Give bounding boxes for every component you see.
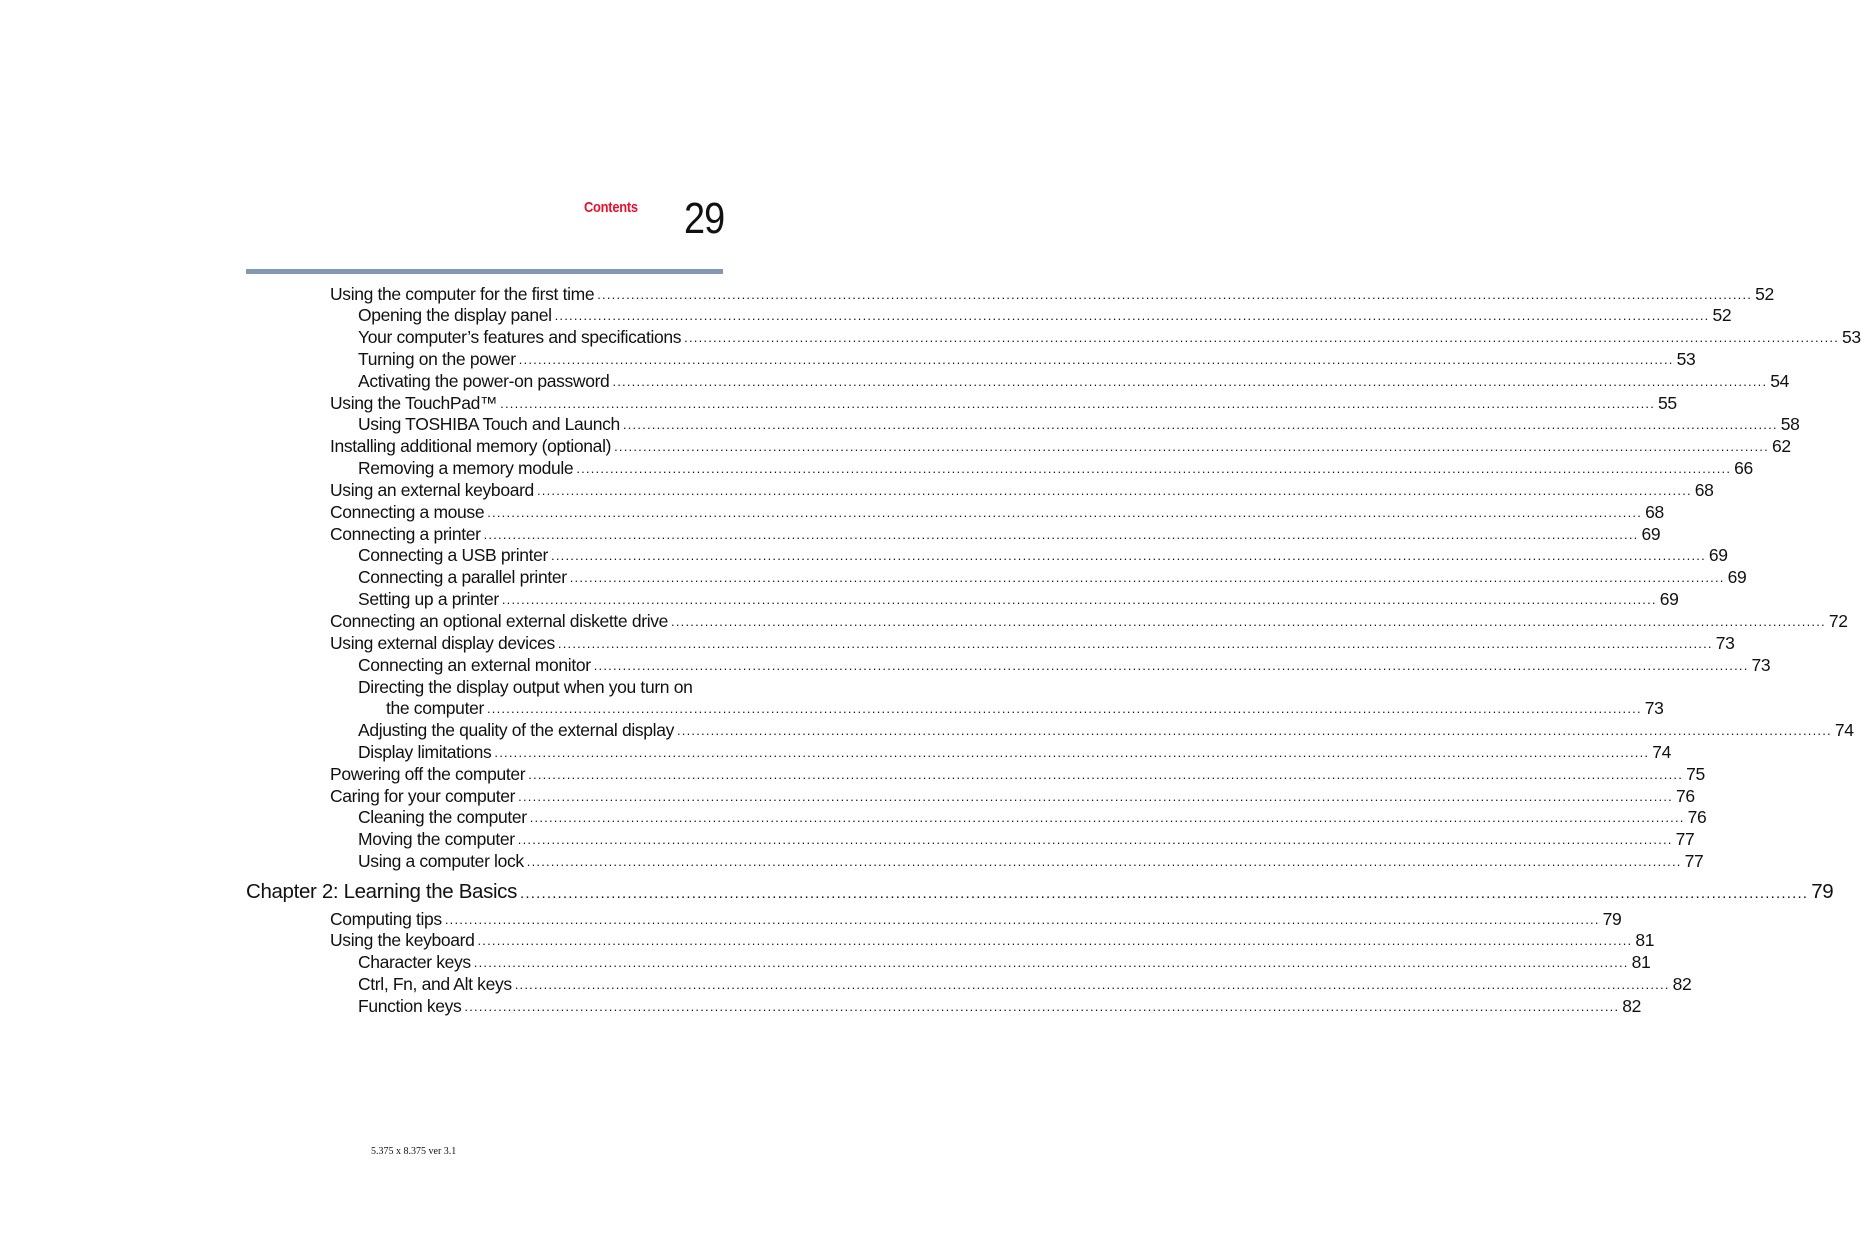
dot-leader: ................................................................................................................................................................................................................................................: [676, 723, 1832, 738]
toc-page-number: 66: [1734, 458, 1753, 478]
toc-page-number: 77: [1675, 829, 1695, 849]
toc-entry-text: Directing the display output when you turn on: [358, 677, 693, 697]
toc-entry-text: Activating the power-on password: [358, 371, 610, 391]
toc-entry[interactable]: [358, 588, 1679, 610]
toc-page-number: 69: [1641, 524, 1661, 544]
toc-entry-text-continued: the computer: [386, 698, 484, 718]
dot-leader: ................................................................................................................................................................................................................................................: [518, 352, 1674, 367]
toc-entry[interactable]: [330, 908, 1622, 930]
toc-page-number: 82: [1672, 974, 1692, 994]
toc-page-number: 68: [1694, 480, 1714, 500]
toc-entry-text: Using TOSHIBA Touch and Launch: [358, 414, 620, 434]
toc-page-number: 53: [1842, 327, 1861, 347]
dot-leader: ................................................................................................................................................................................................................................................: [519, 885, 1809, 902]
toc-entry-text: Using the TouchPad™: [330, 393, 498, 413]
toc-entry-text: Your computer’s features and specifications: [358, 327, 682, 347]
toc-entry[interactable]: [358, 566, 1747, 588]
toc-page-number: 73: [1644, 698, 1664, 718]
dot-leader: ................................................................................................................................................................................................................................................: [593, 658, 1749, 673]
toc-entry-text: Function keys: [358, 996, 462, 1016]
toc-page-number: 72: [1828, 611, 1848, 631]
dot-leader: ................................................................................................................................................................................................................................................: [444, 912, 1600, 927]
toc-entry[interactable]: [358, 654, 1771, 676]
dot-leader: ................................................................................................................................................................................................................................................: [622, 417, 1778, 432]
toc-entry[interactable]: [330, 501, 1664, 523]
toc-entry[interactable]: [330, 283, 1774, 305]
dot-leader: ................................................................................................................................................................................................................................................: [526, 854, 1682, 869]
toc-page-number: 69: [1708, 545, 1728, 565]
dot-leader: ................................................................................................................................................................................................................................................: [487, 505, 1643, 520]
dot-leader: ................................................................................................................................................................................................................................................: [529, 810, 1685, 825]
toc-entry[interactable]: [358, 741, 1672, 763]
toc-entry-text: Using a computer lock: [358, 851, 524, 871]
dot-leader: ................................................................................................................................................................................................................................................: [500, 396, 1656, 411]
dot-leader: ................................................................................................................................................................................................................................................: [551, 548, 1706, 563]
dot-leader: ................................................................................................................................................................................................................................................: [517, 832, 1673, 847]
toc-entry-text: Using the computer for the first time: [330, 284, 595, 304]
toc-entry[interactable]: [330, 632, 1735, 654]
toc-entry-text: Caring for your computer: [330, 786, 516, 806]
toc-entry[interactable]: [330, 523, 1661, 545]
toc-entry-text: Ctrl, Fn, and Alt keys: [358, 974, 512, 994]
toc-page-number: 69: [1659, 589, 1679, 609]
toc-entry-text: Display limitations: [358, 742, 492, 762]
toc-entry[interactable]: [358, 850, 1704, 872]
dot-leader: ................................................................................................................................................................................................................................................: [501, 592, 1657, 607]
page-number: 29: [684, 194, 725, 243]
toc-entry[interactable]: [330, 392, 1677, 414]
toc-entry[interactable]: [358, 413, 1800, 435]
toc-entry[interactable]: [358, 544, 1728, 566]
dot-leader: ................................................................................................................................................................................................................................................: [597, 287, 1753, 302]
toc-entry-text: Using external display devices: [330, 633, 555, 653]
toc-entry[interactable]: [358, 806, 1707, 828]
toc-page-number: 52: [1712, 305, 1732, 325]
section-label: Contents: [584, 199, 638, 216]
dot-leader: ................................................................................................................................................................................................................................................: [486, 701, 1642, 716]
toc-page-number: 54: [1770, 371, 1790, 391]
dot-leader: ................................................................................................................................................................................................................................................: [514, 977, 1670, 992]
toc-entry[interactable]: [330, 929, 1655, 951]
toc-entry-text: Connecting a USB printer: [358, 545, 549, 565]
toc-page-number: 75: [1686, 764, 1705, 784]
dot-leader: ................................................................................................................................................................................................................................................: [554, 308, 1710, 323]
toc-entry[interactable]: [358, 304, 1732, 326]
toc-page-number: 76: [1687, 807, 1707, 827]
toc-page-number: 79: [1811, 880, 1834, 903]
toc-entry-text: Computing tips: [330, 909, 442, 929]
dot-leader: ................................................................................................................................................................................................................................................: [518, 789, 1673, 804]
toc-page-number: 76: [1676, 786, 1695, 806]
toc-entry[interactable]: [358, 995, 1642, 1017]
toc-page-number: 73: [1715, 633, 1735, 653]
toc-entry[interactable]: [330, 435, 1791, 457]
toc-page-number: 58: [1780, 414, 1800, 434]
dot-leader: ................................................................................................................................................................................................................................................: [576, 461, 1732, 476]
toc-entry[interactable]: [358, 951, 1651, 973]
toc-page-number: 77: [1684, 851, 1704, 871]
toc-page-number: 62: [1771, 436, 1791, 456]
dot-leader: ................................................................................................................................................................................................................................................: [557, 636, 1713, 651]
toc-page-number: 55: [1658, 393, 1677, 413]
toc-entry-text: Turning on the power: [358, 349, 516, 369]
toc-entry[interactable]: [358, 370, 1790, 392]
toc-page-number: 73: [1751, 655, 1771, 675]
toc-page-number: 69: [1727, 567, 1747, 587]
toc-page-number: 74: [1652, 742, 1672, 762]
dot-leader: ................................................................................................................................................................................................................................................: [528, 767, 1684, 782]
toc-entry-text: Setting up a printer: [358, 589, 499, 609]
toc-entry-text: Using an external keyboard: [330, 480, 534, 500]
toc-entry[interactable]: [358, 326, 1861, 348]
toc-entry[interactable]: [330, 785, 1695, 807]
toc-page-number: 53: [1676, 349, 1696, 369]
toc-entry[interactable]: [330, 610, 1848, 632]
toc-page-number: 82: [1622, 996, 1642, 1016]
toc-entry-text: Connecting a mouse: [330, 502, 485, 522]
toc-page-number: 68: [1645, 502, 1664, 522]
toc-entry[interactable]: [358, 973, 1692, 995]
footer-print-spec: 5.375 x 8.375 ver 3.1: [371, 1146, 457, 1157]
toc-entry[interactable]: [358, 457, 1753, 479]
toc-entry-text: Adjusting the quality of the external display: [358, 720, 674, 740]
toc-chapter-entry[interactable]: [246, 879, 1834, 905]
toc-entry[interactable]: [330, 763, 1705, 785]
toc-entry-text: Character keys: [358, 952, 471, 972]
toc-entry-text: Connecting a printer: [330, 524, 481, 544]
toc-entry-text: Using the keyboard: [330, 930, 475, 950]
toc-page-number: 81: [1631, 952, 1651, 972]
dot-leader: ................................................................................................................................................................................................................................................: [614, 439, 1769, 454]
toc-entry-text: Cleaning the computer: [358, 807, 527, 827]
toc-entry-text: Installing additional memory (optional): [330, 436, 612, 456]
toc-entry-text: Chapter 2: Learning the Basics: [246, 880, 517, 903]
toc-entry-text: Connecting an external monitor: [358, 655, 591, 675]
toc-entry[interactable]: [358, 719, 1854, 741]
toc-page-number: 81: [1635, 930, 1655, 950]
toc-page-number: 74: [1834, 720, 1854, 740]
toc-page-number: 79: [1602, 909, 1622, 929]
toc-entry-text: Powering off the computer: [330, 764, 526, 784]
toc-entry-text: Removing a memory module: [358, 458, 574, 478]
toc-page-number: 52: [1755, 284, 1774, 304]
toc-entry-text: Connecting a parallel printer: [358, 567, 567, 587]
toc-entry[interactable]: [386, 697, 1664, 719]
toc-entry-text: Connecting an optional external diskette drive: [330, 611, 669, 631]
dot-leader: ................................................................................................................................................................................................................................................: [536, 483, 1692, 498]
dot-leader: ................................................................................................................................................................................................................................................: [464, 999, 1620, 1014]
dot-leader: ................................................................................................................................................................................................................................................: [684, 330, 1840, 345]
dot-leader: ................................................................................................................................................................................................................................................: [473, 955, 1629, 970]
toc-entry-text: Opening the display panel: [358, 305, 552, 325]
toc-entry[interactable]: [358, 828, 1695, 850]
dot-leader: ................................................................................................................................................................................................................................................: [671, 614, 1826, 629]
dot-leader: ................................................................................................................................................................................................................................................: [483, 527, 1639, 542]
dot-leader: ................................................................................................................................................................................................................................................: [477, 933, 1633, 948]
dot-leader: ................................................................................................................................................................................................................................................: [569, 570, 1725, 585]
toc-entry[interactable]: [358, 348, 1696, 370]
toc-entry[interactable]: [330, 479, 1714, 501]
dot-leader: ................................................................................................................................................................................................................................................: [494, 745, 1650, 760]
dot-leader: ................................................................................................................................................................................................................................................: [612, 374, 1768, 389]
toc-entry-text: Moving the computer: [358, 829, 515, 849]
